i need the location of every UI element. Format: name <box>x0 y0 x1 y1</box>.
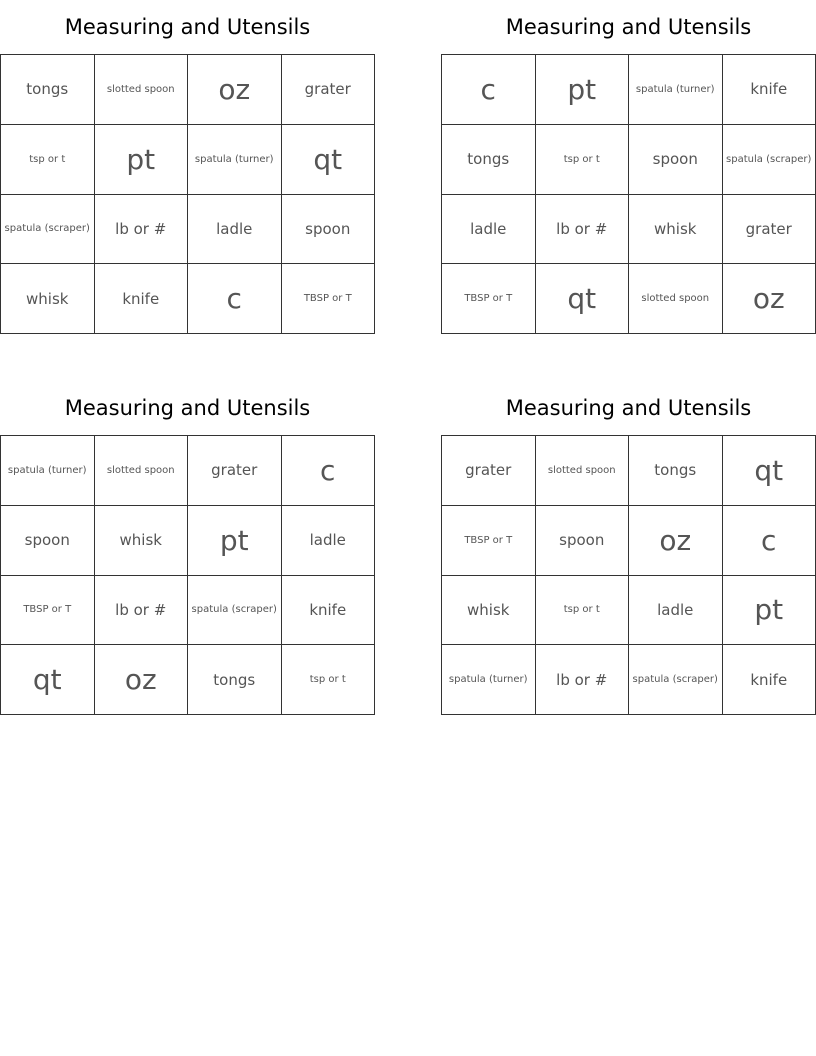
bingo-cell: tongs <box>1 55 95 125</box>
bingo-cell: ladle <box>282 506 376 576</box>
bingo-cell: grater <box>723 195 816 265</box>
bingo-cell: whisk <box>629 195 723 265</box>
bingo-cell: c <box>442 55 536 125</box>
bingo-cell: pt <box>723 576 816 646</box>
bingo-cell: TBSP or T <box>442 264 536 334</box>
bingo-cell: spatula (scraper) <box>629 645 723 715</box>
bingo-cell: slotted spoon <box>629 264 723 334</box>
bingo-cell: ladle <box>188 195 282 265</box>
bingo-cell: spoon <box>629 125 723 195</box>
bingo-cell: tongs <box>188 645 282 715</box>
bingo-cell: pt <box>536 55 630 125</box>
card-title: Measuring and Utensils <box>505 15 752 39</box>
bingo-cell: grater <box>188 436 282 506</box>
bingo-cell: spoon <box>282 195 376 265</box>
bingo-cell: tongs <box>629 436 723 506</box>
bingo-cell: pt <box>188 506 282 576</box>
bingo-cell: TBSP or T <box>282 264 376 334</box>
bingo-cell: knife <box>723 55 816 125</box>
bingo-cell: slotted spoon <box>95 55 189 125</box>
bingo-cell: spatula (scraper) <box>723 125 816 195</box>
bingo-cell: slotted spoon <box>536 436 630 506</box>
bingo-cell: spoon <box>536 506 630 576</box>
bingo-cell: oz <box>723 264 816 334</box>
bingo-cell: oz <box>188 55 282 125</box>
bingo-cell: pt <box>95 125 189 195</box>
bingo-grid <box>441 435 816 715</box>
bingo-cell: spatula (turner) <box>629 55 723 125</box>
bingo-grid <box>0 54 375 334</box>
bingo-cell: spatula (scraper) <box>188 576 282 646</box>
bingo-cell: lb or # <box>95 195 189 265</box>
bingo-grid <box>0 435 375 715</box>
bingo-cell: oz <box>629 506 723 576</box>
bingo-cell: whisk <box>442 576 536 646</box>
bingo-cell: lb or # <box>536 195 630 265</box>
bingo-cell: ladle <box>442 195 536 265</box>
bingo-cell: spoon <box>1 506 95 576</box>
bingo-cell: qt <box>723 436 816 506</box>
bingo-cell: TBSP or T <box>442 506 536 576</box>
bingo-cell: spatula (scraper) <box>1 195 95 265</box>
bingo-cell: knife <box>282 576 376 646</box>
bingo-cell: spatula (turner) <box>442 645 536 715</box>
bingo-cell: lb or # <box>536 645 630 715</box>
bingo-cell: ladle <box>629 576 723 646</box>
bingo-cell: slotted spoon <box>95 436 189 506</box>
bingo-cell: tsp or t <box>536 125 630 195</box>
bingo-cell: grater <box>442 436 536 506</box>
bingo-cell: whisk <box>95 506 189 576</box>
bingo-cell: knife <box>95 264 189 334</box>
bingo-cell: spatula (turner) <box>188 125 282 195</box>
bingo-cell: TBSP or T <box>1 576 95 646</box>
bingo-cell: tsp or t <box>1 125 95 195</box>
bingo-cell: c <box>188 264 282 334</box>
bingo-cell: tsp or t <box>282 645 376 715</box>
bingo-cell: c <box>282 436 376 506</box>
bingo-cell: qt <box>1 645 95 715</box>
bingo-cell: knife <box>723 645 816 715</box>
bingo-cell: tongs <box>442 125 536 195</box>
bingo-cell: spatula (turner) <box>1 436 95 506</box>
bingo-cell: tsp or t <box>536 576 630 646</box>
bingo-grid <box>441 54 816 334</box>
bingo-cell: whisk <box>1 264 95 334</box>
bingo-cell: lb or # <box>95 576 189 646</box>
card-title: Measuring and Utensils <box>505 396 752 420</box>
card-title: Measuring and Utensils <box>64 15 311 39</box>
bingo-cell: qt <box>282 125 376 195</box>
bingo-cell: qt <box>536 264 630 334</box>
bingo-cell: oz <box>95 645 189 715</box>
bingo-cell: c <box>723 506 816 576</box>
bingo-cell: grater <box>282 55 376 125</box>
card-title: Measuring and Utensils <box>64 396 311 420</box>
